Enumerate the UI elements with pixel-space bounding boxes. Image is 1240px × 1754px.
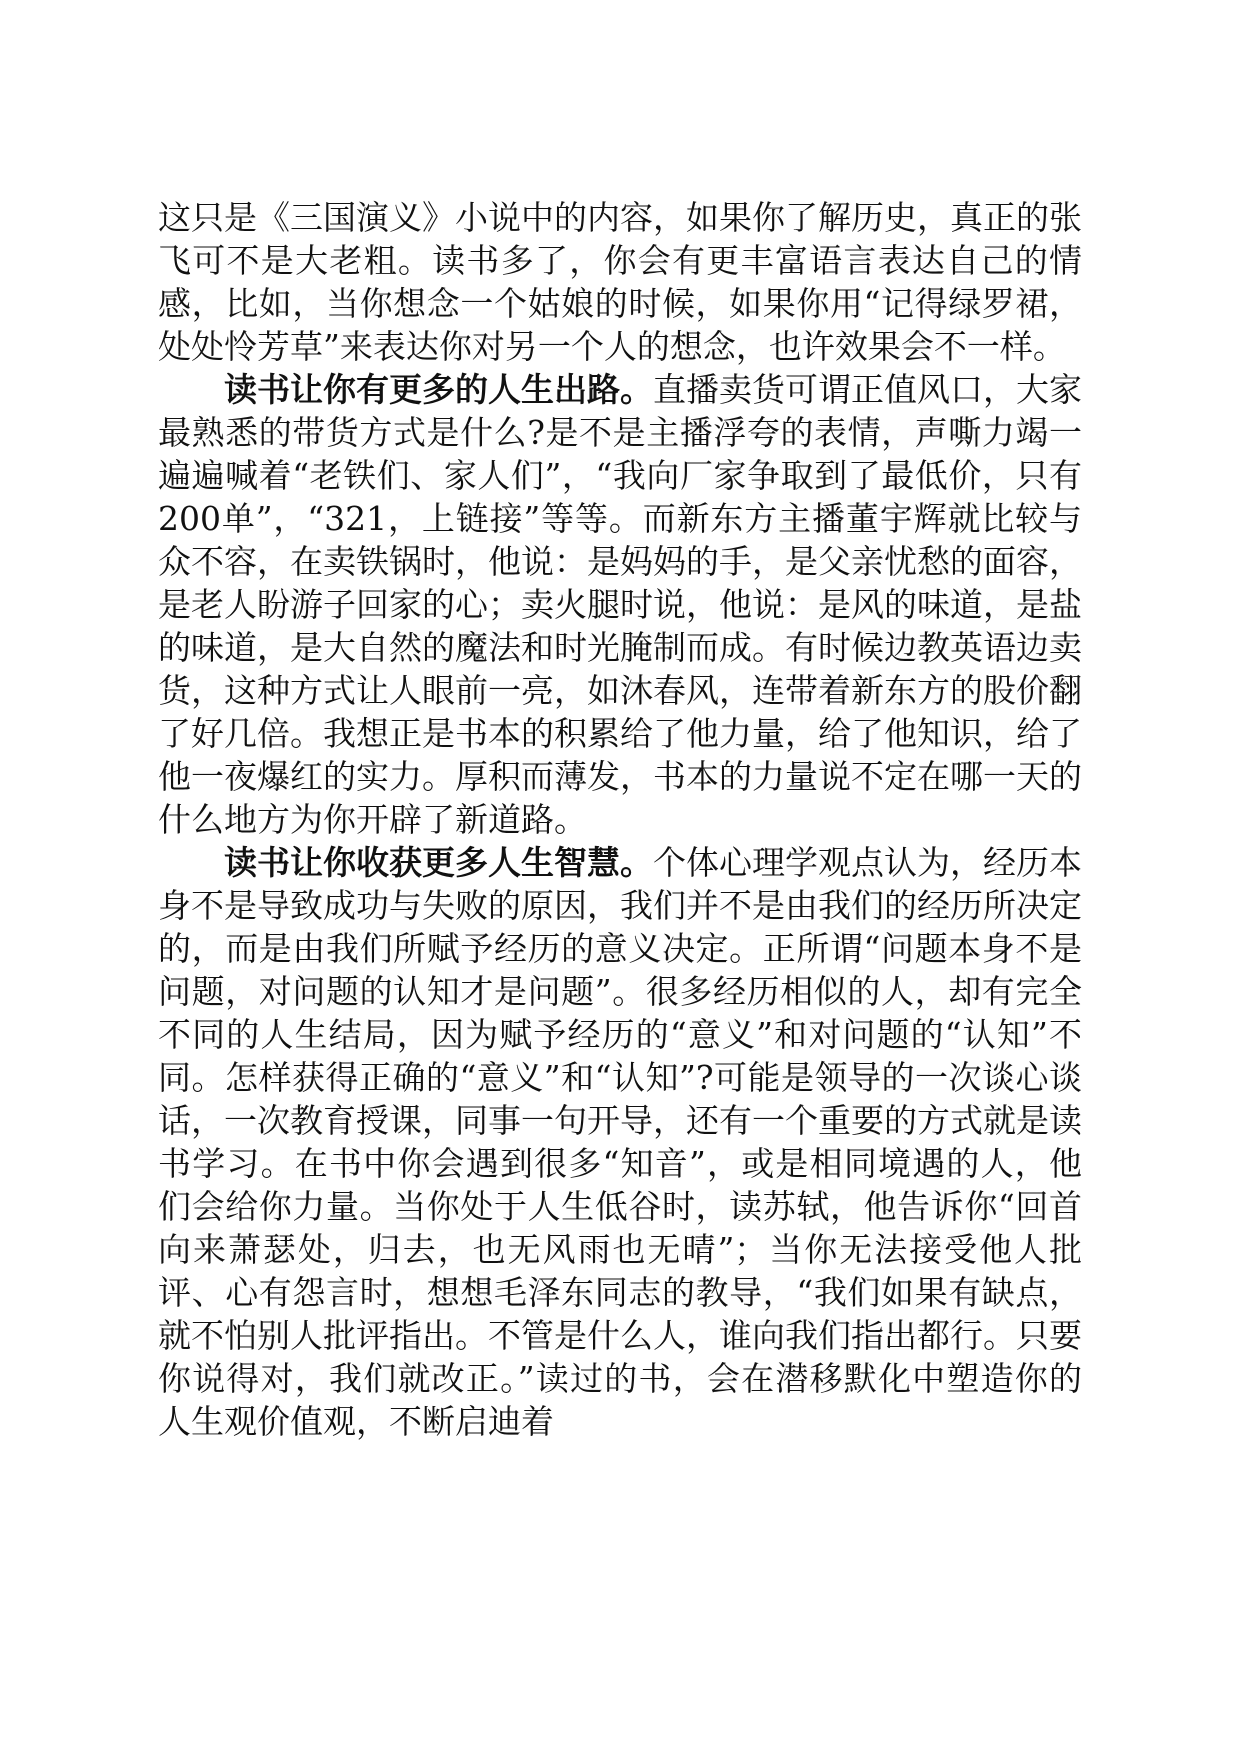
paragraph-text: 直播卖货可谓正值风口，大家最熟悉的带货方式是什么?是不是主播浮夸的表情，声嘶力竭一遍遍喊着“老铁们、家人们”，“我向厂家争取到了最低价，只有200单”，“321，上链接”等等。而新东方主播董宇辉就比较与众不容，在卖铁锅时，他说：是妈妈的手，是父亲忧愁的面容，是老人盼游子回家的心；卖火腿时说，他说：是风的味道，是盐的味道，是大自然的魔法和时光腌制而成。有时候边教英语边卖货，这种方式让人眼前一亮，如沐春风，连带着新东方的股价翻了好几倍。我想正是书本的积累给了他力量，给了他知识，给了他一夜爆红的实力。厚积而薄发，书本的力量说不定在哪一天的什么地方为你开辟了新道路。 — [158, 370, 1082, 839]
paragraph-lead-heading: 读书让你收获更多人生智慧。 — [224, 843, 653, 882]
document-page — [158, 196, 1082, 1443]
paragraph-continuation — [158, 196, 1082, 368]
paragraph-text: 这只是《三国演义》小说中的内容，如果你了解历史，真正的张飞可不是大老粗。读书多了，你会有更丰富语言表达自己的情感，比如，当你想念一个姑娘的时候，如果你用“记得绿罗裙，处处怜芳草”来表达你对另一个人的想念，也许效果会不一样。 — [158, 198, 1082, 366]
paragraph-more-life-wisdom — [158, 841, 1082, 1443]
paragraph-lead-heading: 读书让你有更多的人生出路。 — [224, 370, 653, 409]
paragraph-more-life-paths — [158, 368, 1082, 841]
paragraph-text: 个体心理学观点认为，经历本身不是导致成功与失败的原因，我们并不是由我们的经历所决定的，而是由我们所赋予经历的意义决定。正所谓“问题本身不是问题，对问题的认知才是问题”。很多经历相似的人，却有完全不同的人生结局，因为赋予经历的“意义”和对问题的“认知”不同。怎样获得正确的“意义”和“认知”?可能是领导的一次谈心谈话，一次教育授课，同事一句开导，还有一个重要的方式就是读书学习。在书中你会遇到很多“知音”，或是相同境遇的人，他们会给你力量。当你处于人生低谷时，读苏轼，他告诉你“回首向来萧瑟处，归去，也无风雨也无晴”；当你无法接受他人批评、心有怨言时，想想毛泽东同志的教导，“我们如果有缺点，就不怕别人批评指出。不管是什么人，谁向我们指出都行。只要你说得对，我们就改正。”读过的书，会在潜移默化中塑造你的人生观价值观，不断启迪着 — [158, 843, 1082, 1441]
